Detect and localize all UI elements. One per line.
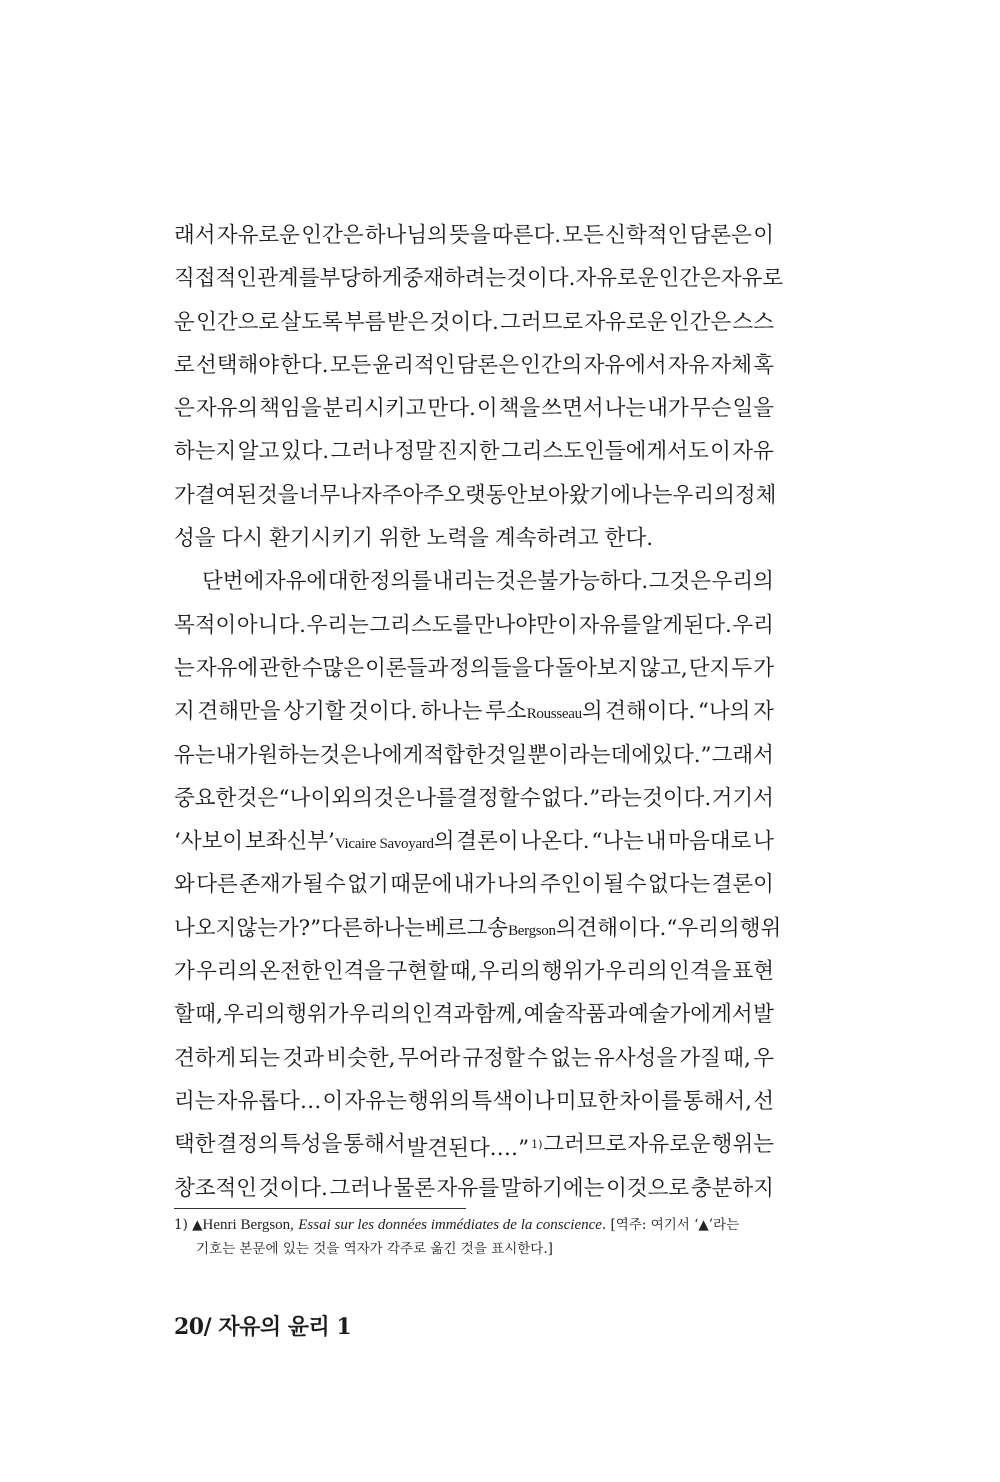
word: 이 [557, 612, 579, 638]
word: 결여된 [194, 482, 258, 508]
text-line [174, 387, 774, 430]
word: 없다.”라는 [540, 785, 642, 811]
text-line [174, 1167, 774, 1210]
word: 무어라 [397, 1045, 461, 1071]
word: 이 [322, 1088, 344, 1114]
footnote-line-1 [174, 1213, 774, 1237]
word: 정의들을 [449, 655, 533, 681]
word: 나는 [630, 482, 673, 508]
word: 것이다. [642, 785, 712, 811]
word: 될 [302, 872, 324, 898]
word: 뜻을 [449, 223, 491, 248]
footnote [174, 1213, 774, 1261]
word: 루소Rousseau의 [485, 699, 603, 725]
word: 중재하려는 [402, 266, 507, 292]
word: 은 [174, 396, 195, 422]
word: 가 [174, 959, 195, 985]
text-line [174, 734, 774, 777]
word: 충분하지 [690, 1175, 774, 1201]
word: 단번에 [202, 569, 265, 595]
word: 하는지 [174, 439, 237, 465]
triangle-marker-icon: ▲ [192, 1217, 203, 1233]
footnote-period: . [601, 1217, 607, 1233]
word: 때, [449, 959, 478, 985]
word: 그것은 [648, 569, 712, 595]
word: 있다. [280, 439, 330, 465]
word: 자유로운 [584, 309, 668, 335]
word: 때문에 [390, 872, 453, 898]
word: 인간은 [658, 266, 721, 292]
word: 적합한 [423, 742, 486, 768]
word: 알고 [237, 439, 280, 465]
word: 따른다. [491, 223, 562, 248]
word: “나는 [591, 829, 644, 855]
text-line [174, 950, 774, 993]
word: 자유를 [578, 612, 641, 638]
word: 자유를 [436, 1175, 499, 1201]
word: 내가 [647, 396, 689, 422]
word: 운 [174, 309, 195, 335]
word: 환기시키기 [269, 526, 373, 552]
word: 우리의 [672, 482, 735, 508]
word: 인격을 [668, 959, 732, 985]
word: 책임을 [259, 396, 322, 422]
word: 만나야만 [473, 612, 557, 638]
word: 정말 [394, 439, 436, 465]
word: 되는 [238, 1045, 281, 1071]
word: 이론들과 [365, 655, 449, 681]
text-line [174, 560, 774, 603]
word: 이 [710, 439, 731, 465]
word: 우리의 [349, 1002, 412, 1028]
word: 때, [195, 1002, 223, 1028]
word: 분리시키고 [322, 396, 427, 422]
word: 인간으로 [196, 309, 280, 335]
word: 견해이다. [605, 699, 696, 725]
word: 담론은 [689, 223, 752, 248]
word: 는 [174, 655, 195, 681]
word: 나 [753, 829, 774, 855]
word: 거기서 [711, 785, 774, 811]
word: 정체 [734, 482, 777, 508]
word: 두 [731, 655, 753, 681]
text-line [174, 517, 774, 560]
word: 우리 [732, 612, 774, 638]
word: 특색이나 [471, 1088, 555, 1114]
word: 대한 [327, 569, 370, 595]
word: 자유로운 [575, 266, 659, 292]
word: 것은 [236, 785, 279, 811]
word: 베르그송Bergson의 [425, 915, 577, 941]
word: 것은 [495, 569, 537, 595]
word: 내 [645, 829, 667, 855]
footnote-translator-note: [역주: 여기서 ‘▲’라는 [610, 1217, 740, 1233]
word: 수 [527, 1045, 548, 1071]
word: 행위 [739, 915, 782, 941]
word: 인간은 [301, 223, 364, 248]
word: 함께, [474, 1002, 524, 1028]
word: 이외의 [310, 785, 373, 811]
word: 너무나 [298, 482, 361, 508]
footnote-divider [174, 1208, 466, 1209]
word: 직접적인 [174, 266, 258, 292]
word: 것을 [257, 482, 299, 508]
word: 자체 [710, 352, 753, 378]
word: 결정할 [457, 785, 520, 811]
word: 스스 [732, 309, 774, 335]
word: 그러므로 [500, 309, 584, 335]
text-line [174, 690, 774, 733]
word: 우리의 [195, 959, 259, 985]
word: 받은 [386, 309, 429, 335]
word: 관한 [259, 655, 301, 681]
word: 자유에 [195, 655, 259, 681]
word: 창조적인 [174, 1175, 258, 1201]
word: 우리는 [306, 612, 369, 638]
word: 것은 [373, 785, 415, 811]
word: 나에게 [361, 742, 424, 768]
word: 가 [753, 655, 774, 681]
word: 자유로운 [216, 223, 300, 248]
word: 선 [753, 1088, 774, 1114]
text-line [174, 474, 777, 517]
word: 우리의 [478, 959, 541, 985]
word: 물론 [393, 1175, 436, 1201]
text-line [174, 647, 774, 690]
word: 비슷한, [326, 1045, 396, 1071]
word: 모든 [329, 352, 372, 378]
word: 다시 [221, 526, 264, 552]
word: 자유로 [720, 266, 784, 292]
word: 와 [174, 872, 195, 898]
word: 무슨 [689, 396, 732, 422]
word: 그리스도인들에게서도 [501, 439, 709, 465]
word: 행위가 [542, 959, 605, 985]
word: 결론이 [456, 829, 519, 855]
word: 오랫동안 [444, 482, 528, 508]
word: 주인이 [539, 872, 603, 898]
word: 아니다. [236, 612, 306, 638]
word: 견해만을 [197, 699, 281, 725]
word: 다른 [196, 872, 238, 898]
word: 원하는 [257, 742, 320, 768]
word: 부름 [344, 309, 386, 335]
word: 결론이 [711, 872, 774, 898]
word: 쓰면서 [541, 396, 604, 422]
word: 택한 [174, 1132, 216, 1158]
word: 없다는 [647, 872, 711, 898]
word: 결정의 [216, 1132, 279, 1158]
word: 계속하려고 [494, 526, 599, 552]
text-line [174, 1080, 774, 1123]
word: 나온다. [520, 829, 590, 855]
word: 하나님의 [364, 223, 448, 248]
word: 자유에 [264, 569, 328, 595]
word: 선택해야 [195, 352, 280, 378]
word: 그러나 [330, 439, 393, 465]
text-line [174, 214, 774, 257]
word: 우리의 [605, 959, 668, 985]
word: 돌아보지 [555, 655, 639, 681]
word: 있다.” [652, 742, 712, 768]
word: 발견된다.…” $^{1)}$ [406, 1136, 543, 1162]
word: 뿐이라는 [527, 742, 611, 768]
word: 유는 [174, 742, 216, 768]
footnote-author: Henri Bergson, [202, 1217, 294, 1233]
word: 지 [174, 699, 195, 725]
word: 자유 [732, 439, 774, 465]
word: ‘사보이 [174, 829, 244, 855]
word: “우리의 [666, 915, 740, 941]
text-line [174, 863, 774, 906]
word: 성을 [174, 526, 216, 552]
word: 하나는 [420, 699, 483, 725]
word: 위한 [378, 526, 421, 552]
word: 발 [753, 1002, 774, 1028]
word: 신학적인 [605, 223, 689, 248]
page-number: 20 [174, 1314, 204, 1340]
word: 인격과 [411, 1002, 475, 1028]
word: 행위는 [711, 1132, 774, 1158]
word: 자유에서 [583, 352, 667, 378]
running-title: / 자유의 윤리 1 [203, 1314, 352, 1340]
word: 상기할 [283, 699, 346, 725]
word: 관계를 [257, 266, 320, 292]
word: 살도록 [280, 309, 343, 335]
word: 유사성을 [594, 1045, 678, 1071]
word: 수 [325, 872, 346, 898]
word: 혹 [753, 352, 774, 378]
word: 보아왔기에 [527, 482, 631, 508]
word: 이 [753, 223, 774, 248]
word: 않고, [639, 655, 688, 681]
word: 행위가 [286, 1002, 349, 1028]
text-line [174, 344, 774, 387]
word: 내리는 [432, 569, 495, 595]
word: 리는 [174, 1088, 216, 1114]
word: 가질 [679, 1045, 721, 1071]
word: 우리의 [711, 569, 774, 595]
word: 만다. [427, 396, 476, 422]
word: 목적이 [174, 612, 237, 638]
word: 예술가에게서 [628, 1002, 753, 1028]
word: 나오지 [174, 915, 237, 941]
word: 것은 [319, 742, 362, 768]
word: 말하기에는 [500, 1175, 605, 1201]
word: “나 [278, 785, 311, 811]
text-line [174, 1123, 774, 1166]
text-line [174, 430, 774, 473]
word: 그래서 [711, 742, 774, 768]
word: 존재가 [239, 872, 302, 898]
word: 않는가?” [236, 915, 322, 941]
word: 것이다. [429, 309, 499, 335]
word: 알게 [641, 612, 683, 638]
word: 구현할 [386, 959, 449, 985]
word: 견하게 [174, 1045, 237, 1071]
text-line [174, 301, 774, 344]
word: 된다. [683, 612, 732, 638]
text-line [174, 1037, 774, 1080]
word: 것과 [282, 1045, 325, 1071]
word: 나는 [604, 396, 647, 422]
word: 통해서, [682, 1088, 753, 1114]
word: “나의 [697, 699, 751, 725]
word: 일을 [732, 396, 774, 422]
word: 것이다. [258, 1175, 328, 1201]
text-line [174, 257, 784, 300]
text-line [174, 604, 774, 647]
word: 인격을 [322, 959, 386, 985]
word: 것이다. [506, 266, 576, 292]
word: 중요한 [174, 785, 237, 811]
word: 단지 [688, 655, 731, 681]
word: 차이를 [619, 1088, 682, 1114]
word: 마음대로 [668, 829, 752, 855]
word: 내가 [215, 742, 258, 768]
footnote-line-2: 기호는 본문에 있는 것을 역자가 각주로 옮긴 것을 표시한다.] [196, 1241, 553, 1257]
word: 것일 [485, 742, 528, 768]
word: 하나는 [362, 915, 425, 941]
word: 자유는 [344, 1088, 407, 1114]
word: 표현 [732, 959, 774, 985]
word: 자유 [667, 352, 710, 378]
word: 온전한 [259, 959, 322, 985]
footnote-number: 1) [174, 1217, 188, 1233]
word: 래서 [174, 223, 216, 248]
word: 자주 [360, 482, 403, 508]
word: 우리의 [223, 1002, 286, 1028]
word: 자유의 [195, 396, 259, 422]
footnote-book-title: Essai sur les données immédiates de la conscience [298, 1217, 602, 1233]
word: 다른 [321, 915, 363, 941]
word: 인간의 [520, 352, 583, 378]
text-line [174, 907, 782, 950]
page-footer [174, 1310, 351, 1341]
word: 규정할 [462, 1045, 525, 1071]
word: 없는 [550, 1045, 592, 1071]
word: 자 [753, 699, 774, 725]
word: 수 [519, 785, 541, 811]
body-text [174, 214, 784, 1210]
word: 이 [476, 396, 498, 422]
word: 진지한 [437, 439, 500, 465]
word: 예술작품과 [523, 1002, 628, 1028]
word: 것이다. [348, 699, 418, 725]
word: 수많은 [301, 655, 365, 681]
word: 한다. [280, 352, 329, 378]
word: 데에 [610, 742, 653, 768]
word: 자유롭다… [216, 1088, 322, 1114]
word: 로 [174, 352, 195, 378]
word: 때, [723, 1045, 751, 1071]
word: 한다. [604, 526, 654, 552]
word: 나를 [415, 785, 457, 811]
word: 그러나 [329, 1175, 392, 1201]
word: 없기 [347, 872, 389, 898]
word: 책을 [498, 396, 541, 422]
word: 윤리적인 [372, 352, 456, 378]
word: 자유로운 [627, 1132, 711, 1158]
word: 모든 [562, 223, 604, 248]
text-line [174, 993, 774, 1036]
word: 내가 [453, 872, 496, 898]
word: 될 [603, 872, 625, 898]
word: 불가능하다. [537, 569, 649, 595]
word: 수 [625, 872, 647, 898]
word: 다 [533, 655, 555, 681]
word: 담론은 [456, 352, 519, 378]
word: 미묘한 [555, 1088, 619, 1114]
word: 나의 [496, 872, 539, 898]
word: 통해서 [343, 1132, 406, 1158]
word: 정의를 [369, 569, 433, 595]
word: 할 [174, 1002, 195, 1028]
text-line [174, 820, 774, 863]
word: 가 [174, 482, 195, 508]
word: 그리스도를 [369, 612, 474, 638]
word: 그러므로 [543, 1132, 627, 1158]
word: 이것으로 [606, 1175, 690, 1201]
word: 인간은 [668, 309, 732, 335]
word: 부당하게 [319, 266, 403, 292]
word: 아주 [402, 482, 445, 508]
word: 견해이다. [576, 915, 667, 941]
text-line [174, 777, 774, 820]
word: 행위의 [408, 1088, 471, 1114]
word: 보좌신부’Vicaire Savoyard의 [244, 829, 455, 855]
word: 특성을 [279, 1132, 343, 1158]
word: 노력을 [426, 526, 489, 552]
word: 우 [753, 1045, 774, 1071]
